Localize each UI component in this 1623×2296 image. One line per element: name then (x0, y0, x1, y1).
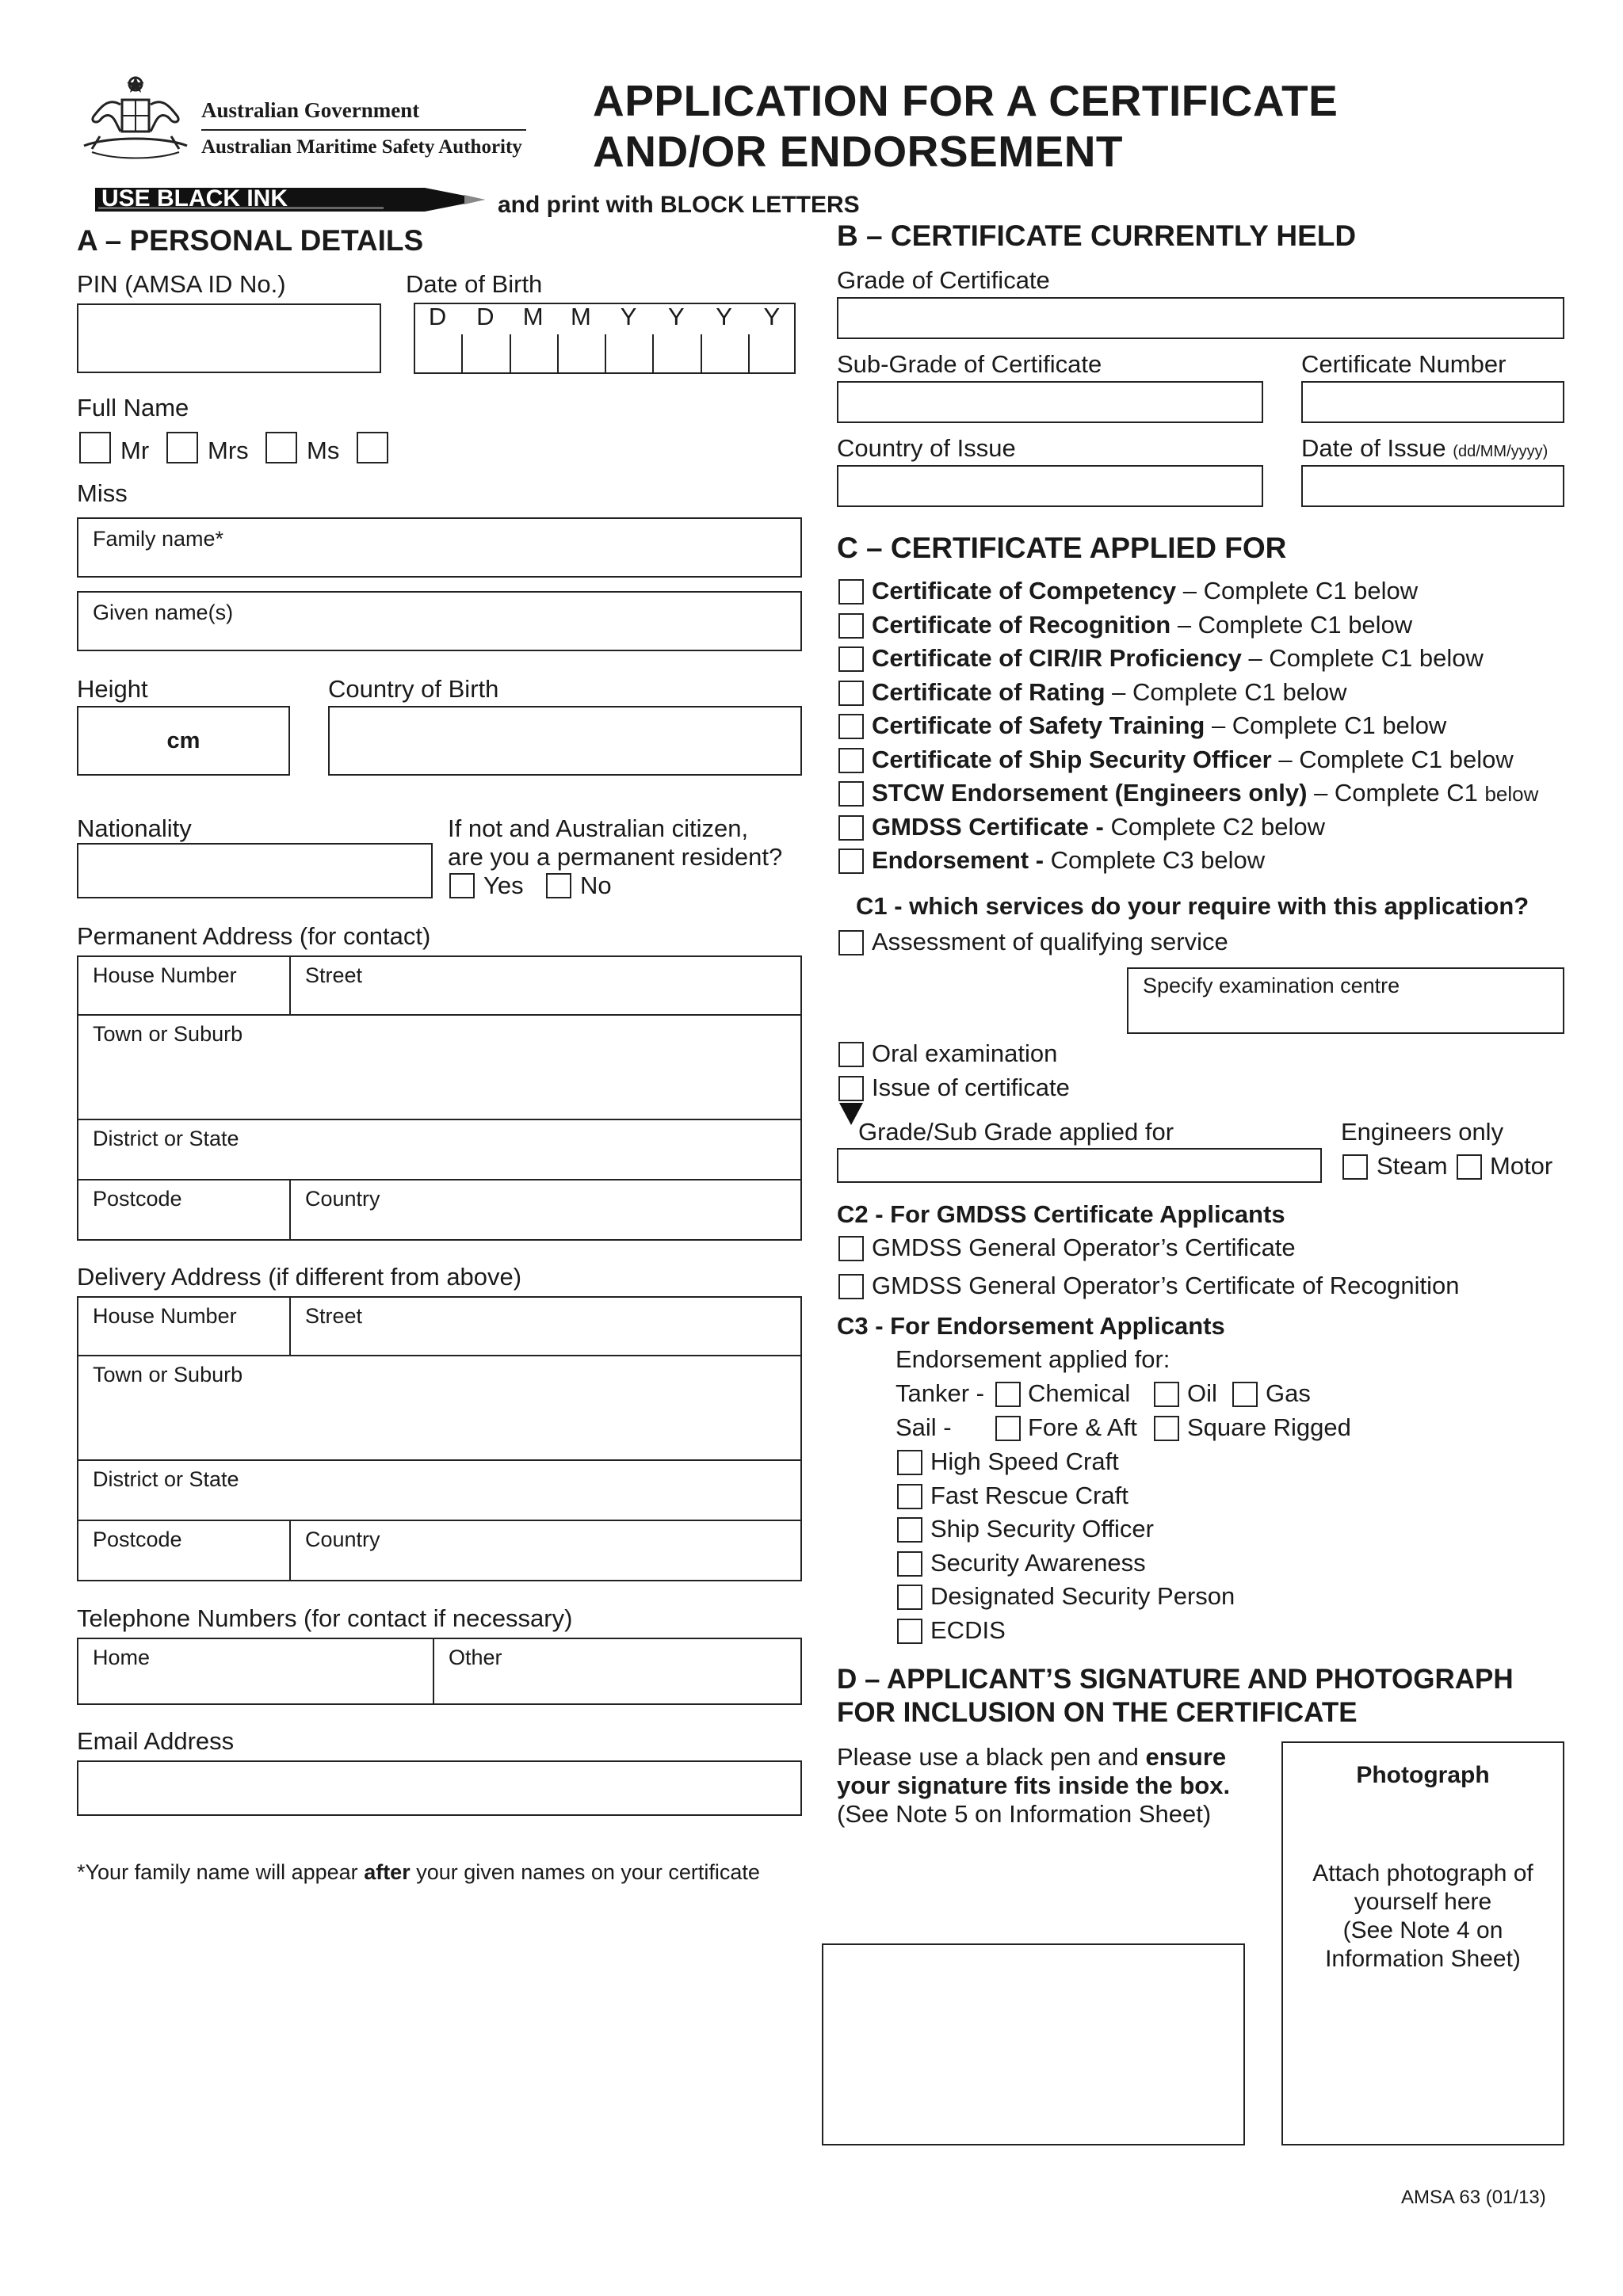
block-letters-note: and print with BLOCK LETTERS (498, 192, 860, 218)
certificate-option-checkbox[interactable] (838, 849, 864, 874)
resident-no-label: No (580, 871, 612, 899)
sail-fore-aft-label: Fore & Aft (1028, 1413, 1137, 1441)
tanker-gas-checkbox[interactable] (1232, 1382, 1258, 1407)
gmdss-recognition-checkbox[interactable] (838, 1274, 864, 1299)
resident-yes-label: Yes (483, 871, 524, 899)
del-postcode-label: Postcode (93, 1527, 182, 1551)
family-name-label: Family name* (93, 527, 224, 551)
date-issue-field[interactable] (1301, 465, 1564, 507)
dob-char-d: D (428, 303, 447, 330)
email-field[interactable] (77, 1760, 802, 1816)
cert-number-field[interactable] (1301, 381, 1564, 423)
tanker-chemical-checkbox[interactable] (995, 1382, 1021, 1407)
photograph-title: Photograph (1356, 1762, 1490, 1788)
c1-title: C1 - which services do your require with this application? (856, 892, 1529, 920)
del-postcode-cell[interactable] (78, 1521, 291, 1580)
dob-cell-divider (461, 334, 463, 374)
country-of-birth-label: Country of Birth (328, 675, 499, 703)
grade-field[interactable] (837, 297, 1564, 339)
title-checkbox-miss[interactable] (357, 432, 388, 463)
tanker-label: Tanker - (896, 1379, 984, 1407)
endorsement-option-checkbox[interactable] (897, 1551, 922, 1577)
tanker-oil-label: Oil (1187, 1379, 1217, 1407)
nationality-label: Nationality (77, 814, 192, 842)
sail-fore-aft-checkbox[interactable] (995, 1416, 1021, 1441)
perm-house-label: House Number (93, 963, 237, 987)
perm-district-label: District or State (93, 1127, 239, 1150)
issue-cert-checkbox[interactable] (838, 1076, 864, 1101)
del-house-label: House Number (93, 1304, 237, 1328)
section-d-title-1: D – APPLICANT’S SIGNATURE AND PHOTOGRAPH (837, 1664, 1514, 1695)
sail-square-rigged-label: Square Rigged (1187, 1413, 1351, 1441)
country-issue-field[interactable] (837, 465, 1263, 507)
perm-street-cell[interactable] (291, 957, 800, 1016)
del-country-cell[interactable] (291, 1521, 800, 1580)
endorsement-option-label: Security Awareness (930, 1548, 1146, 1577)
pin-label: PIN (AMSA ID No.) (77, 270, 286, 298)
photo-instruction-3: (See Note 4 on (1342, 1917, 1503, 1943)
nationality-field[interactable] (77, 843, 433, 898)
certificate-option-label: Certificate of CIR/IR Proficiency – Complete C1 below (872, 644, 1484, 672)
phone-home-cell[interactable] (78, 1639, 434, 1703)
perm-town-label: Town or Suburb (93, 1022, 243, 1046)
tanker-gas-label: Gas (1266, 1379, 1311, 1407)
sail-label: Sail - (896, 1413, 952, 1441)
endorsement-option-checkbox[interactable] (897, 1517, 922, 1543)
dob-cell-divider (510, 334, 511, 374)
subgrade-label: Sub-Grade of Certificate (837, 350, 1102, 378)
oral-exam-label: Oral examination (872, 1039, 1058, 1067)
certificate-option-label: Certificate of Recognition – Complete C1 below (872, 610, 1413, 639)
title-label-mrs: Mrs (208, 437, 249, 464)
tanker-chemical-label: Chemical (1028, 1379, 1131, 1407)
perm-district-cell[interactable] (78, 1120, 800, 1180)
dob-cell-divider (701, 334, 702, 374)
endorsement-option-label: High Speed Craft (930, 1447, 1119, 1475)
date-format-hint: (dd/MM/yyyy) (1453, 443, 1549, 460)
coat-of-arms-icon (76, 73, 195, 168)
perm-postcode-cell[interactable] (78, 1180, 291, 1239)
dob-char-y: Y (763, 303, 781, 330)
form-title-line-2: AND/OR ENDORSEMENT (593, 127, 1124, 176)
endorsement-option-checkbox[interactable] (897, 1619, 922, 1644)
resident-yes-checkbox[interactable] (449, 873, 475, 898)
delivery-address-label: Delivery Address (if different from above) (77, 1263, 522, 1291)
certificate-option-label: Certificate of Competency – Complete C1 below (872, 577, 1419, 605)
footnote-post: your given names on your certificate (410, 1860, 760, 1884)
dob-cell-divider (748, 334, 750, 374)
date-issue-label (1301, 434, 1548, 463)
use-black-ink-label: USE BLACK INK (101, 185, 288, 212)
signature-instruction-2: your signature fits inside the box. (837, 1772, 1231, 1799)
perm-house-cell[interactable] (78, 957, 291, 1016)
endorsement-applied-label: Endorsement applied for: (896, 1345, 1170, 1373)
given-names-field[interactable] (77, 591, 802, 651)
del-street-cell[interactable] (291, 1298, 800, 1356)
certificate-option-checkbox[interactable] (838, 714, 864, 739)
tanker-oil-checkbox[interactable] (1154, 1382, 1179, 1407)
endorsement-option-label: Ship Security Officer (930, 1515, 1154, 1543)
steam-checkbox[interactable] (1342, 1154, 1368, 1180)
gmdss-goc-checkbox[interactable] (838, 1236, 864, 1261)
endorsement-option-checkbox[interactable] (897, 1450, 922, 1475)
dob-cell-divider (605, 334, 606, 374)
country-issue-label: Country of Issue (837, 434, 1016, 462)
photo-instruction-2: yourself here (1354, 1889, 1492, 1915)
grade-label: Grade of Certificate (837, 266, 1050, 294)
certificate-option-checkbox[interactable] (838, 748, 864, 773)
sail-square-rigged-checkbox[interactable] (1154, 1416, 1179, 1441)
title-label-miss: Miss (77, 479, 128, 507)
steam-label: Steam (1377, 1152, 1448, 1180)
endorsement-option-label: Designated Security Person (930, 1582, 1235, 1611)
dob-cell-divider (557, 334, 559, 374)
endorsement-option-checkbox[interactable] (897, 1585, 922, 1610)
section-d-title-2: FOR INCLUSION ON THE CERTIFICATE (837, 1697, 1358, 1728)
dob-char-m: M (522, 303, 544, 330)
oral-exam-checkbox[interactable] (838, 1042, 864, 1067)
dob-char-m: M (570, 303, 591, 330)
dob-char-d: D (476, 303, 495, 330)
section-a-title: A – PERSONAL DETAILS (77, 224, 424, 257)
resident-no-checkbox[interactable] (546, 873, 571, 898)
perm-town-cell[interactable] (78, 1016, 800, 1120)
dob-char-y: Y (668, 303, 685, 330)
certificate-option-label: Certificate of Rating – Complete C1 below (872, 677, 1347, 706)
logo-line-2: Australian Maritime Safety Authority (201, 136, 522, 158)
dob-cell-divider (652, 334, 654, 374)
resident-question-2: are you a permanent resident? (448, 843, 783, 871)
telephone-grid (77, 1638, 802, 1705)
gmdss-goc-label: GMDSS General Operator’s Certificate (872, 1234, 1296, 1261)
engineers-only-label: Engineers only (1341, 1118, 1504, 1146)
c2-title: C2 - For GMDSS Certificate Applicants (837, 1200, 1285, 1228)
issue-cert-label: Issue of certificate (872, 1074, 1070, 1101)
certificate-option-checkbox[interactable] (838, 781, 864, 807)
title-checkbox-ms[interactable] (265, 432, 297, 463)
black-ink-pen-banner (92, 185, 487, 215)
exam-centre-label: Specify examination centre (1143, 974, 1400, 997)
certificate-option-label: Endorsement - Complete C3 below (872, 846, 1266, 874)
motor-checkbox[interactable] (1457, 1154, 1482, 1180)
c3-title: C3 - For Endorsement Applicants (837, 1312, 1225, 1340)
perm-country-cell[interactable] (291, 1180, 800, 1239)
given-names-label: Given name(s) (93, 601, 234, 624)
certificate-option-checkbox[interactable] (838, 646, 864, 672)
signature-instruction-1 (837, 1743, 1226, 1772)
cert-number-label: Certificate Number (1301, 350, 1507, 378)
del-town-cell[interactable] (78, 1356, 800, 1461)
grade-applied-label: Grade/Sub Grade applied for (858, 1118, 1174, 1146)
email-label: Email Address (77, 1727, 235, 1755)
form-code: AMSA 63 (01/13) (1401, 2187, 1546, 2208)
subgrade-field[interactable] (837, 381, 1263, 423)
perm-street-label: Street (305, 963, 363, 987)
phone-other-cell[interactable] (434, 1639, 800, 1703)
del-country-label: Country (305, 1527, 380, 1551)
delivery-address-grid (77, 1296, 802, 1581)
sig-instr-bold: ensure (1145, 1743, 1227, 1771)
section-c-title: C – CERTIFICATE APPLIED FOR (837, 532, 1287, 564)
height-label: Height (77, 675, 148, 703)
resident-question-1: If not and Australian citizen, (448, 814, 749, 842)
permanent-address-label: Permanent Address (for contact) (77, 922, 431, 950)
height-unit: cm (166, 728, 200, 753)
signature-instruction-3: (See Note 5 on Information Sheet) (837, 1800, 1212, 1828)
footnote-bold: after (364, 1860, 411, 1884)
phone-other-label: Other (449, 1646, 502, 1669)
grade-applied-field[interactable] (837, 1148, 1322, 1183)
signature-box[interactable] (822, 1943, 1245, 2145)
phone-home-label: Home (93, 1646, 151, 1669)
endorsement-option-label: ECDIS (930, 1616, 1006, 1644)
title-label-mr: Mr (120, 437, 150, 464)
certificate-option-label: Certificate of Ship Security Officer – Complete C1 below (872, 745, 1514, 773)
sig-instr-pre: Please use a black pen and (837, 1743, 1146, 1771)
perm-country-label: Country (305, 1187, 380, 1211)
amsa-logo (76, 73, 536, 168)
certificate-option-checkbox[interactable] (838, 815, 864, 841)
certificate-option-label: GMDSS Certificate - Complete C2 below (872, 812, 1325, 841)
dob-char-y: Y (716, 303, 732, 330)
title-label-ms: Ms (307, 437, 340, 464)
endorsement-option-label: Fast Rescue Craft (930, 1481, 1128, 1509)
motor-label: Motor (1490, 1152, 1553, 1180)
certificate-option-label: STCW Endorsement (Engineers only) – Complete C1 below (872, 779, 1539, 807)
title-checkbox-mrs[interactable] (166, 432, 198, 463)
logo-line-1: Australian Government (201, 98, 420, 122)
family-name-field[interactable] (77, 517, 802, 578)
photo-instruction-4: Information Sheet) (1325, 1946, 1521, 1972)
certificate-option-label: Certificate of Safety Training – Complete C1 below (872, 711, 1447, 739)
footnote-pre: *Your family name will appear (77, 1860, 365, 1884)
form-title-line-1: APPLICATION FOR A CERTIFICATE (593, 76, 1338, 125)
family-name-footnote (77, 1860, 760, 1885)
perm-postcode-label: Postcode (93, 1187, 182, 1211)
dob-digits (414, 303, 796, 374)
endorsement-option-checkbox[interactable] (897, 1484, 922, 1509)
del-street-label: Street (305, 1304, 363, 1328)
section-b-title: B – CERTIFICATE CURRENTLY HELD (837, 219, 1357, 252)
date-issue-text: Date of Issue (1301, 434, 1446, 462)
pin-input[interactable] (77, 303, 381, 373)
logo-divider (201, 129, 526, 131)
assessment-label: Assessment of qualifying service (872, 928, 1228, 955)
del-district-label: District or State (93, 1467, 239, 1491)
gmdss-recognition-label: GMDSS General Operator’s Certificate of Recognition (872, 1272, 1460, 1299)
title-checkbox-mr[interactable] (79, 432, 111, 463)
exam-centre-field[interactable] (1127, 967, 1564, 1034)
certificate-option-checkbox[interactable] (838, 681, 864, 706)
dob-label: Date of Birth (406, 270, 543, 298)
country-of-birth-field[interactable] (328, 706, 802, 776)
dob-char-y: Y (620, 303, 637, 330)
del-district-cell[interactable] (78, 1461, 800, 1521)
full-name-label: Full Name (77, 394, 189, 421)
del-house-cell[interactable] (78, 1298, 291, 1356)
del-town-label: Town or Suburb (93, 1363, 243, 1386)
certificate-option-checkbox[interactable] (838, 613, 864, 639)
photograph-box[interactable] (1281, 1741, 1564, 2145)
height-field[interactable] (77, 706, 290, 776)
photo-instruction-1: Attach photograph of (1312, 1860, 1533, 1886)
permanent-address-grid (77, 955, 802, 1241)
certificate-option-checkbox[interactable] (838, 579, 864, 605)
assessment-checkbox[interactable] (838, 930, 864, 955)
telephone-label: Telephone Numbers (for contact if necessary) (77, 1604, 573, 1632)
